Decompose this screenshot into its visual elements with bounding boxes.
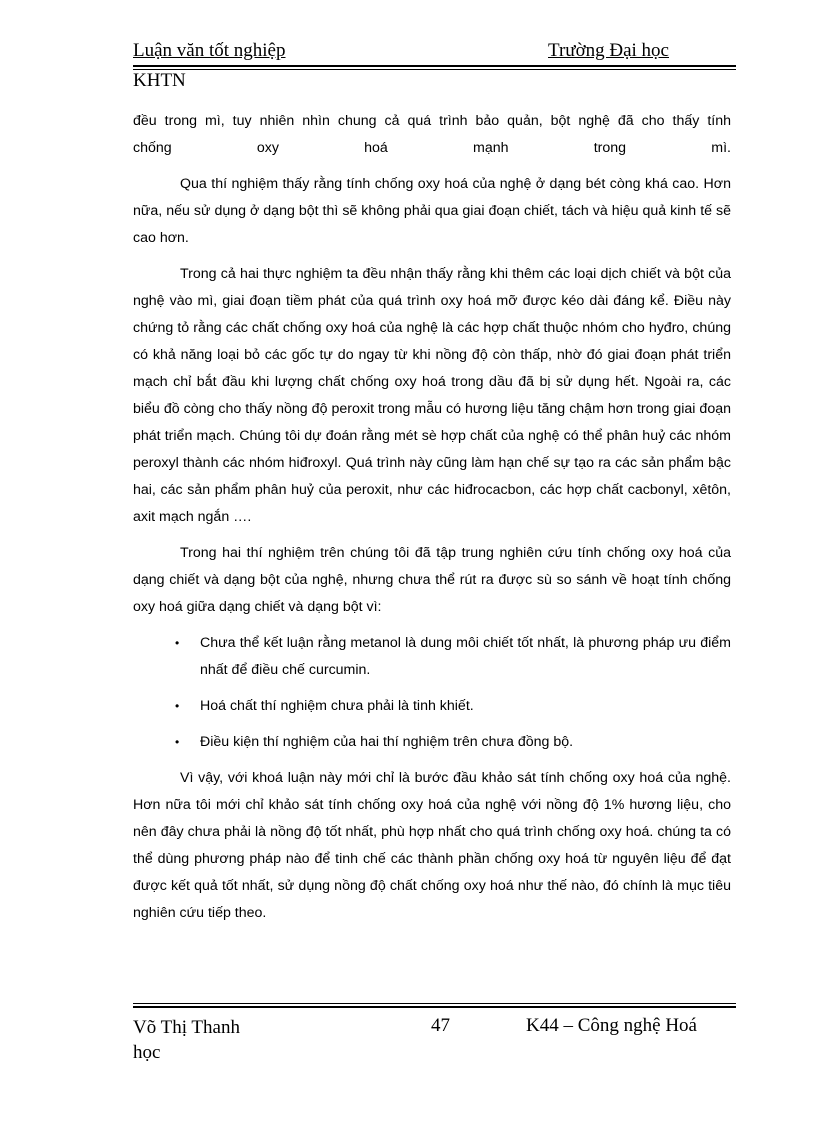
bullet-item bbox=[133, 693, 731, 720]
bullet-list bbox=[133, 630, 731, 756]
header-rule-thick bbox=[133, 65, 736, 67]
bullet-text: Hoá chất thí nghiệm chưa phải là tinh khiết. bbox=[200, 698, 474, 714]
paragraph: Qua thí nghiệm thấy rằng tính chống oxy hoá của nghệ ở dạng bét còng khá cao. Hơn nữa, nếu sử dụng ở dạng bột thì sẽ không phải qua giai đoạn chiết, tách và hiệu quả kinh tế sẽ cao hơn. bbox=[133, 176, 731, 246]
bullet-item bbox=[133, 729, 731, 756]
paragraph: Vì vậy, với khoá luận này mới chỉ là bước đầu khảo sát tính chống oxy hoá của nghệ. Hơn nữa tôi mới chỉ khảo sát tính chống oxy hoá của nghệ với nồng độ 1% hương liệu, cho nên đây chưa phải là nồng độ tốt nhất, phù hợp nhất cho quá trình chống oxy hoá. chúng ta có thể dùng phương pháp nào để tinh chế các thành phần chống oxy hoá từ nguyên liệu để đạt được kết quả tốt nhất, sử dụng nồng độ chất chống oxy hoá như thế nào, đó chính là mục tiêu nghiên cứu tiếp theo. bbox=[133, 770, 731, 921]
paragraph-line: đều trong mì, tuy nhiên nhìn chung cả quá trình bảo quản, bột nghệ đã cho thấy tính bbox=[133, 113, 731, 129]
page-footer bbox=[133, 1003, 736, 1073]
header-university-continuation: KHTN bbox=[133, 70, 186, 91]
paragraph: Trong hai thí nghiệm trên chúng tôi đã tập trung nghiên cứu tính chống oxy hoá của dạng chiết và dạng bột của nghệ, nhưng chưa thể rút ra được sù so sánh về hoạt tính chống oxy hoá giữa dạng chiết và dạng bột vì: bbox=[133, 545, 731, 615]
bullet-icon: • bbox=[175, 735, 180, 749]
page-header bbox=[133, 40, 736, 100]
bullet-text: Chưa thể kết luận rằng metanol là dung môi chiết tốt nhất, là phương pháp ưu điểm nhất để điều chế curcumin. bbox=[200, 635, 731, 678]
footer-rule-thick bbox=[133, 1006, 736, 1008]
paragraph-continued bbox=[133, 108, 731, 162]
page-body bbox=[133, 108, 731, 936]
header-university: Trường Đại học bbox=[548, 40, 669, 61]
footer-rule-thin bbox=[133, 1003, 736, 1004]
header-thesis-title: Luận văn tốt nghiệp bbox=[133, 40, 286, 61]
page-number: 47 bbox=[431, 1015, 450, 1036]
bullet-item bbox=[133, 630, 731, 684]
footer-class: K44 – Công nghệ Hoá bbox=[526, 1015, 697, 1036]
footer-author: Võ Thị Thanh học bbox=[133, 1017, 240, 1063]
bullet-icon: • bbox=[175, 699, 180, 713]
bullet-text: Điều kiện thí nghiệm của hai thí nghiệm trên chưa đồng bộ. bbox=[200, 734, 574, 750]
header-rule-thin bbox=[133, 69, 736, 70]
bullet-icon: • bbox=[175, 636, 180, 650]
paragraph: Trong cả hai thực nghiệm ta đều nhận thấy rằng khi thêm các loại dịch chiết và bột của nghệ vào mì, giai đoạn tiềm phát của quá trình oxy hoá mỡ được kéo dài đáng kể. Điều này chứng tỏ rằng các chất chống oxy hoá của nghệ là các hợp chất thuộc nhóm cho hyđro, chúng có khả năng loại bỏ các gốc tự do ngay từ khi nồng độ còn thấp, nhờ đó giai đoạn phát triển mạch chỉ bắt đầu khi lượng chất chống oxy hoá trong dầu đã bị sử dụng hết. Ngoài ra, các biểu đồ còng cho thấy nồng độ peroxit trong mẫu có hương liệu tăng chậm hơn trong giai đoạn phát triển mạch. Chúng tôi dự đoán rằng mét sè hợp chất của nghệ có thể phân huỷ các nhóm peroxyl thành các nhóm hiđroxyl. Quá trình này cũng làm hạn chế sự tạo ra các sản phẩm bậc hai, các sản phẩm phân huỷ của peroxit, như các hiđrocacbon, các hợp chất cacbonyl, xêtôn, axit mạch ngắn …. bbox=[133, 266, 731, 525]
paragraph-line: chống oxy hoá mạnh trong mì. bbox=[133, 140, 731, 156]
